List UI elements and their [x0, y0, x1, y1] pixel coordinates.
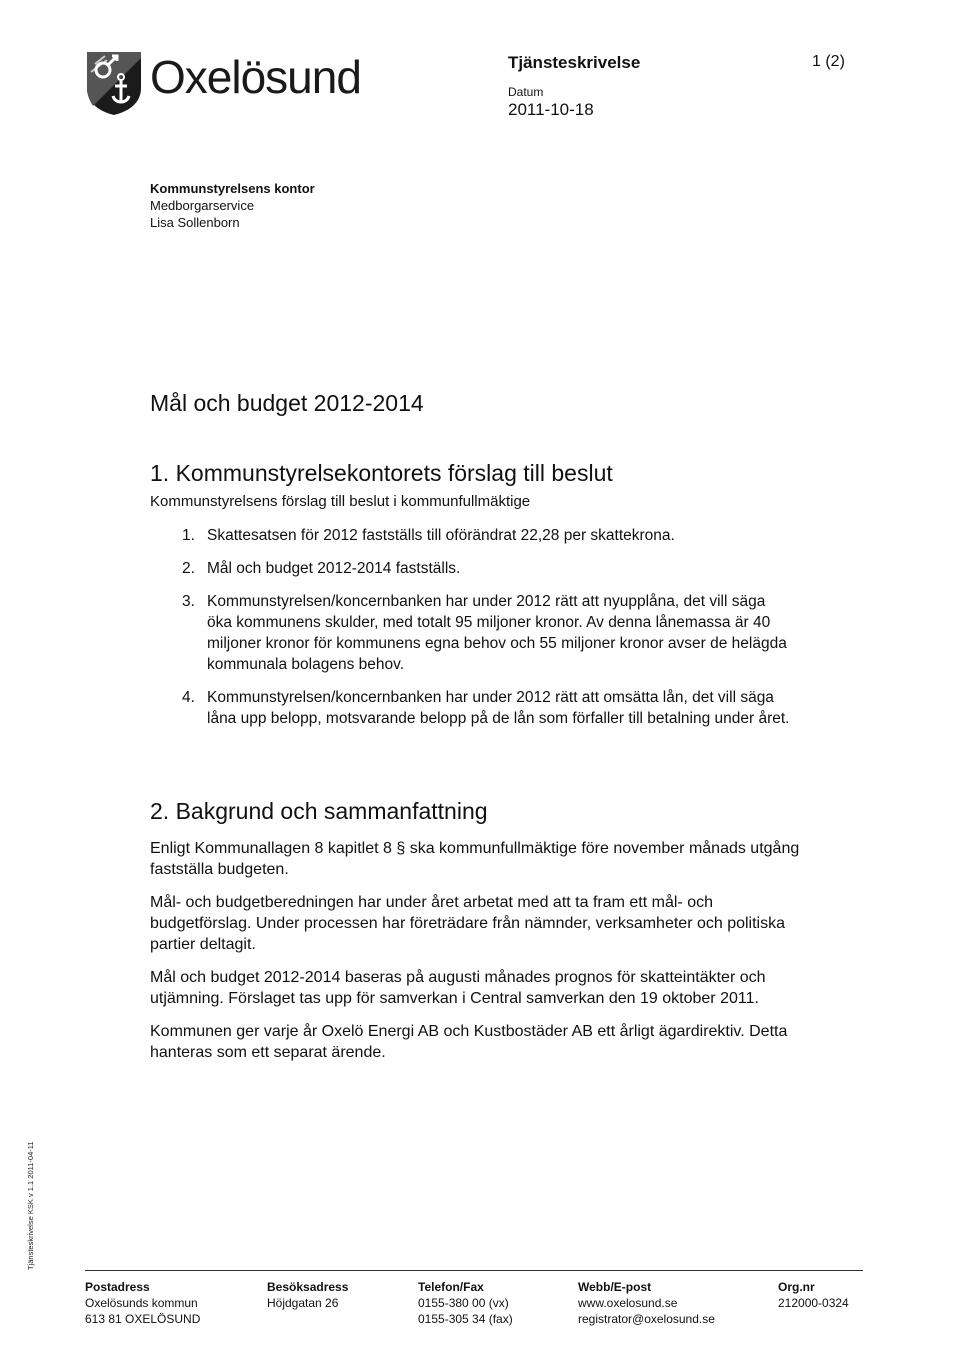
- footer-line: Oxelösunds kommun: [85, 1296, 198, 1310]
- footer-besoksadress: [267, 1279, 348, 1311]
- list-item: [150, 558, 790, 579]
- footer-line: 0155-380 00 (vx): [418, 1296, 509, 1310]
- footer-line: 0155-305 34 (fax): [418, 1312, 513, 1326]
- section1-heading: 1. Kommunstyrelsekontorets förslag till beslut: [150, 460, 613, 486]
- footer-telefon: [418, 1279, 513, 1327]
- footer-orgnr: [778, 1279, 849, 1311]
- footer-heading: Org.nr: [778, 1280, 815, 1294]
- item-text: Kommunstyrelsen/koncernbanken har under 2012 rätt att nyupplåna, det vill säga öka kommunens skulder, med totalt 95 miljoner kronor. Av denna lånemassa är 40 miljoner kronor för kommunens egna behov och 55 miljoner kronor avser de helägda kommunala bolagens behov.: [207, 593, 787, 673]
- sender-person: Lisa Sollenborn: [150, 215, 240, 230]
- sender-unit: Medborgarservice: [150, 198, 255, 213]
- section2-body: [150, 838, 810, 1075]
- footer-postadress: [85, 1279, 200, 1327]
- footer-heading: Telefon/Fax: [418, 1280, 484, 1294]
- template-version-note: [24, 1130, 44, 1270]
- sender-org: Kommunstyrelsens kontor: [150, 181, 315, 196]
- list-item: [150, 687, 790, 729]
- page-number: 1 (2): [812, 53, 845, 70]
- municipality-crest-icon: [85, 50, 143, 116]
- paragraph: Kommunen ger varje år Oxelö Energi AB och Kustbostäder AB ett årligt ägardirektiv. Detta hanteras som ett separat ärende.: [150, 1023, 788, 1061]
- email-link[interactable]: registrator@oxelosund.se: [578, 1312, 715, 1326]
- section2-heading: 2. Bakgrund och sammanfattning: [150, 798, 488, 824]
- section1-subheading: Kommunstyrelsens förslag till beslut i kommunfullmäktige: [150, 493, 531, 510]
- list-item: [150, 525, 790, 546]
- item-number: 3.: [182, 593, 195, 610]
- footer-heading: Postadress: [85, 1280, 150, 1294]
- side-note-text: Tjänsteskrivelse KSK v 1.1 2011-04-11: [26, 1141, 35, 1270]
- item-number: 1.: [182, 527, 195, 544]
- item-text: Kommunstyrelsen/koncernbanken har under 2012 rätt att omsätta lån, det vill säga låna upp belopp, motsvarande belopp på de lån som förfaller till betalning under året.: [207, 689, 790, 727]
- date-value: 2011-10-18: [508, 100, 594, 119]
- item-number: 2.: [182, 560, 195, 577]
- footer-webb: [578, 1279, 715, 1327]
- footer-line: Höjdgatan 26: [267, 1296, 339, 1310]
- document-title: Mål och budget 2012-2014: [150, 390, 424, 416]
- footer-heading: Webb/E-post: [578, 1280, 652, 1294]
- item-number: 4.: [182, 689, 195, 706]
- proposal-list: [150, 525, 790, 741]
- paragraph: Enligt Kommunallagen 8 kapitlet 8 § ska kommunfullmäktige före november månads utgång fastställa budgeten.: [150, 840, 800, 878]
- footer-divider: [85, 1270, 863, 1271]
- website-link[interactable]: www.oxelosund.se: [578, 1296, 678, 1310]
- list-item: [150, 591, 790, 675]
- item-text: Mål och budget 2012-2014 fastställs.: [207, 560, 461, 577]
- footer-line: 613 81 OXELÖSUND: [85, 1312, 201, 1326]
- item-text: Skattesatsen för 2012 fastställs till oförändrat 22,28 per skattekrona.: [207, 527, 675, 544]
- logo-text: Oxelösund: [150, 51, 361, 103]
- sender-block: [150, 180, 315, 231]
- date-label: Datum: [508, 85, 544, 99]
- document-type: Tjänsteskrivelse: [508, 53, 641, 72]
- paragraph: Mål och budget 2012-2014 baseras på augusti månades prognos för skatteintäkter och utjämning. Förslaget tas upp för samverkan i Central samverkan den 19 oktober 2011.: [150, 969, 766, 1007]
- paragraph: Mål- och budgetberedningen har under året arbetat med att ta fram ett mål- och budgetförslag. Under processen har företrädare från nämnder, verksamheter och politiska partier deltagit.: [150, 894, 786, 953]
- footer-heading: Besöksadress: [267, 1280, 349, 1294]
- footer-line: 212000-0324: [778, 1296, 849, 1310]
